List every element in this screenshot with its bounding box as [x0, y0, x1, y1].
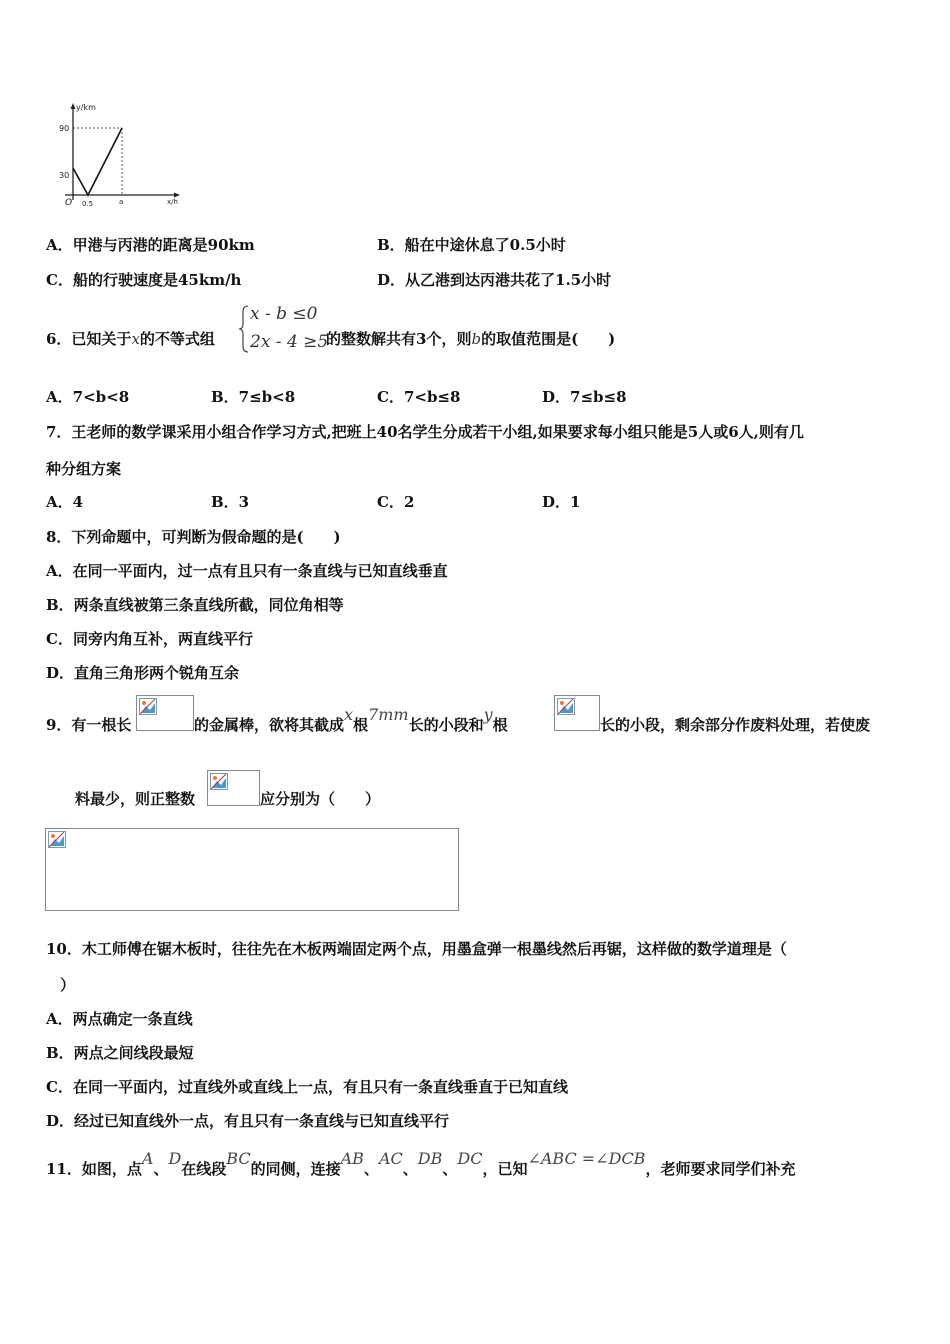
q9-broken-image-options [45, 828, 459, 911]
q9-text-5: 根 [492, 716, 508, 734]
q5-option-c: C．船的行驶速度是45km/h [46, 271, 242, 289]
q9-var-x: x [344, 705, 354, 724]
q7-option-d: D．1 [542, 493, 581, 511]
q9-part-1: 9．有一根长 [46, 716, 132, 734]
q10-option-c: C．在同一平面内，过直线外或直线上一点，有且只有一条直线垂直于已知直线 [46, 1078, 568, 1096]
q11-sep-3: 、 [402, 1160, 418, 1178]
q7-option-c: C．2 [377, 493, 415, 511]
broken-image-icon [139, 698, 157, 715]
q10-option-b: B．两点之间线段最短 [46, 1044, 194, 1062]
q11-part-4: ，已知 [482, 1160, 528, 1178]
x-axis-label: x/h [167, 198, 178, 206]
origin-label: O [65, 198, 73, 208]
q6-suffix-2: 的取值范围是( ) [481, 330, 616, 348]
q7-option-a: A．4 [46, 493, 84, 511]
q8-option-a: A．在同一平面内，过一点有且只有一条直线与已知直线垂直 [46, 562, 448, 580]
q11-part-2: 在线段 [181, 1160, 227, 1178]
q11-point-a: A [141, 1149, 154, 1168]
q8-option-b: B．两条直线被第三条直线所截，同位角相等 [46, 596, 344, 614]
q6-inequality-2: 2x - 4 ≥5 [250, 332, 329, 352]
q7-option-b: B．3 [211, 493, 250, 511]
q9-var-y: y [483, 705, 493, 724]
broken-image-icon [210, 773, 228, 790]
q9-line-2b: 应分别为（ ） [260, 790, 381, 808]
q11-point-d: D [168, 1149, 182, 1168]
q6-option-c: C．7<b≤8 [377, 388, 461, 406]
q10-option-a: A．两点确定一条直线 [46, 1010, 193, 1028]
q11-stem [46, 1149, 796, 1179]
q11-segment-ab: AB [340, 1149, 364, 1168]
broken-image-icon [557, 698, 575, 715]
q6-var-b: b [471, 330, 482, 348]
q9-broken-image-length [136, 695, 194, 731]
x-tick-0-5: 0.5 [82, 200, 94, 208]
q8-option-d: D．直角三角形两个锐角互余 [46, 664, 240, 682]
q11-part-5: ，老师要求同学们补充 [645, 1160, 796, 1178]
q6-option-b: B．7≤b<8 [211, 388, 296, 406]
q7-stem-line-1: 7．王老师的数学课采用小组合作学习方式,把班上40名学生分成若干小组,如果要求每小组只能是5人或6人,则有几 [46, 423, 804, 441]
q6-option-d: D．7≤b≤8 [542, 388, 627, 406]
q6-stem [46, 329, 215, 349]
q6-prefix: 6．已知关于 [46, 330, 132, 348]
q8-option-c: C．同旁内角互补，两直线平行 [46, 630, 253, 648]
graph-line [73, 128, 122, 195]
q6-system-brace [238, 304, 250, 354]
q6-option-a: A．7<b<8 [46, 388, 130, 406]
q5-option-b: B．船在中途休息了0.5小时 [377, 236, 566, 254]
y-axis-label: y/km [76, 103, 96, 112]
q10-stem-line-2: ） [60, 976, 76, 994]
q7-stem-line-2: 种分组方案 [46, 460, 122, 478]
q5-option-d: D．从乙港到达丙港共花了1.5小时 [377, 271, 612, 289]
q11-part-1: 11．如图，点 [46, 1160, 142, 1178]
q11-segment-db: DB [417, 1149, 443, 1168]
q9-length-7mm: 7mm [368, 705, 409, 724]
q9-broken-image-xy [207, 770, 260, 806]
q11-angle-equation: ∠ABC =∠DCB [527, 1149, 646, 1168]
q5-option-a: A．甲港与丙港的距离是90km [46, 236, 255, 254]
distance-time-graph [55, 100, 185, 212]
q11-segment-dc: DC [457, 1149, 483, 1168]
q6-stem-end [326, 329, 615, 349]
q11-sep-1: 、 [153, 1160, 169, 1178]
q8-stem: 8．下列命题中，可判断为假命题的是( ) [46, 528, 341, 546]
q10-stem-line-1: 10．木工师傅在锯木板时，往往先在木板两端固定两个点，用墨盒弹一根墨线然后再锯，这样做的数学道理是（ [46, 940, 787, 958]
q9-part-2 [194, 705, 508, 735]
x-axis-arrow [174, 193, 180, 198]
q11-part-3: 的同侧，连接 [250, 1160, 341, 1178]
q6-inequality-1: x - b ≤0 [250, 304, 318, 324]
q9-text-4: 长的小段和 [408, 716, 484, 734]
y-axis-arrow [71, 103, 76, 109]
x-tick-a: a [119, 198, 124, 206]
q11-segment-bc: BC [226, 1149, 251, 1168]
q11-segment-ac: AC [378, 1149, 403, 1168]
q11-sep-2: 、 [363, 1160, 379, 1178]
q6-var-x: x [131, 330, 140, 348]
q6-mid: 的不等式组 [139, 330, 215, 348]
q9-broken-image-segment [554, 695, 600, 731]
q9-part-6: 长的小段，剩余部分作废料处理，若使废 [600, 716, 871, 734]
q9-text-3: 根 [353, 716, 369, 734]
q6-suffix-1: 的整数解共有3个，则 [326, 330, 472, 348]
q9-line-2a: 料最少，则正整数 [75, 790, 196, 808]
y-tick-90: 90 [59, 124, 70, 133]
q10-option-d: D．经过已知直线外一点，有且只有一条直线与已知直线平行 [46, 1112, 450, 1130]
broken-image-icon [48, 831, 66, 848]
q9-text-2: 的金属棒，欲将其截成 [194, 716, 345, 734]
q11-sep-4: 、 [442, 1160, 458, 1178]
y-tick-30: 30 [59, 171, 70, 180]
